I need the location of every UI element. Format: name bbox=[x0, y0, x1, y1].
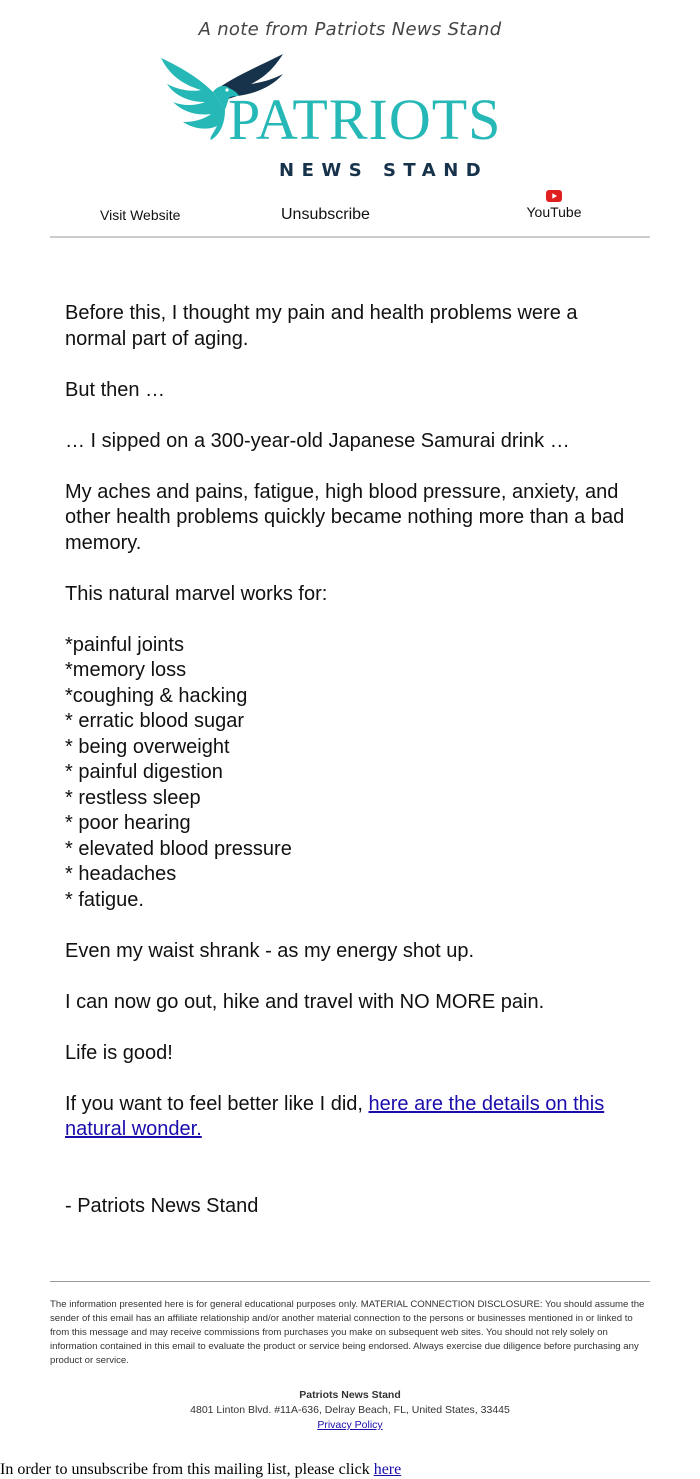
list-item: * erratic blood sugar bbox=[65, 710, 244, 732]
list-item: * fatigue. bbox=[65, 888, 144, 911]
unsubscribe-notice-text: In order to unsubscribe from this mailing list, please click bbox=[0, 1461, 374, 1478]
paragraph-waist: Even my waist shrank - as my energy shot up. bbox=[65, 939, 475, 962]
list-item: * headaches bbox=[65, 863, 177, 885]
paragraph-intro: Before this, I thought my pain and health problems were a normal part of aging. bbox=[65, 302, 578, 350]
list-item: *painful joints bbox=[65, 633, 184, 656]
benefits-list bbox=[65, 633, 635, 914]
header-divider bbox=[50, 236, 650, 238]
paragraph-cta bbox=[65, 1092, 635, 1143]
footer-divider bbox=[50, 1281, 650, 1282]
paragraph-works-for: This natural marvel works for: bbox=[65, 582, 328, 605]
disclaimer-text: The information presented here is for general educational purposes only. MATERIAL CONNECTION DISCLOSURE: You should assume the sender of this email has an affiliate relationship and/or another material connection to the persons or businesses mentioned in or linked to from this message and may receive commissions from purchases you make on subsequent web sites. You should not rely solely on information contained in this email to evaluate the product or service being endorsed. Always exercise due diligence before purchasing any product or service. bbox=[50, 1299, 645, 1366]
details-link[interactable]: here are the details on this natural wonder. bbox=[65, 1092, 605, 1140]
list-item: *memory loss bbox=[65, 659, 187, 681]
logo-wordmark: PATRIOTS bbox=[228, 87, 502, 152]
cta-prefix: If you want to feel better like I did, bbox=[65, 1092, 369, 1115]
visit-website-link[interactable]: Visit Website bbox=[100, 207, 181, 223]
privacy-policy-link[interactable]: Privacy Policy bbox=[317, 1419, 383, 1431]
list-item: * being overweight bbox=[65, 735, 230, 758]
youtube-label: YouTube bbox=[526, 204, 582, 220]
header-note: A note from Patriots News Stand bbox=[198, 19, 502, 40]
patriots-logo[interactable] bbox=[155, 50, 555, 185]
message-body bbox=[65, 301, 635, 1245]
list-item: * painful digestion bbox=[65, 761, 223, 783]
paragraph-no-more-pain: I can now go out, hike and travel with NO MORE pain. bbox=[65, 990, 545, 1013]
footer-address: 4801 Linton Blvd. #11A-636, Delray Beach, FL, United States, 33445 bbox=[190, 1404, 510, 1416]
paragraph-but-then: But then … bbox=[65, 378, 166, 401]
signature: - Patriots News Stand bbox=[65, 1194, 259, 1217]
logo-subtitle: NEWS STAND bbox=[279, 160, 489, 181]
paragraph-aches: My aches and pains, fatigue, high blood pressure, anxiety, and other health problems quickly became nothing more than a bad memory. bbox=[65, 480, 625, 554]
unsubscribe-here-link[interactable]: here bbox=[373, 1461, 402, 1478]
paragraph-life-is-good: Life is good! bbox=[65, 1041, 173, 1064]
footer bbox=[0, 1388, 700, 1433]
footer-company: Patriots News Stand bbox=[299, 1389, 401, 1401]
list-item: * restless sleep bbox=[65, 786, 201, 809]
list-item: * elevated blood pressure bbox=[65, 837, 292, 860]
list-item: *coughing & hacking bbox=[65, 684, 248, 707]
youtube-link[interactable] bbox=[524, 190, 584, 220]
youtube-play-icon bbox=[546, 190, 562, 202]
unsubscribe-link[interactable]: Unsubscribe bbox=[281, 206, 370, 223]
unsubscribe-notice bbox=[0, 1461, 401, 1479]
list-item: * poor hearing bbox=[65, 812, 191, 834]
paragraph-samurai-drink: … I sipped on a 300-year-old Japanese Samurai drink … bbox=[65, 429, 570, 452]
